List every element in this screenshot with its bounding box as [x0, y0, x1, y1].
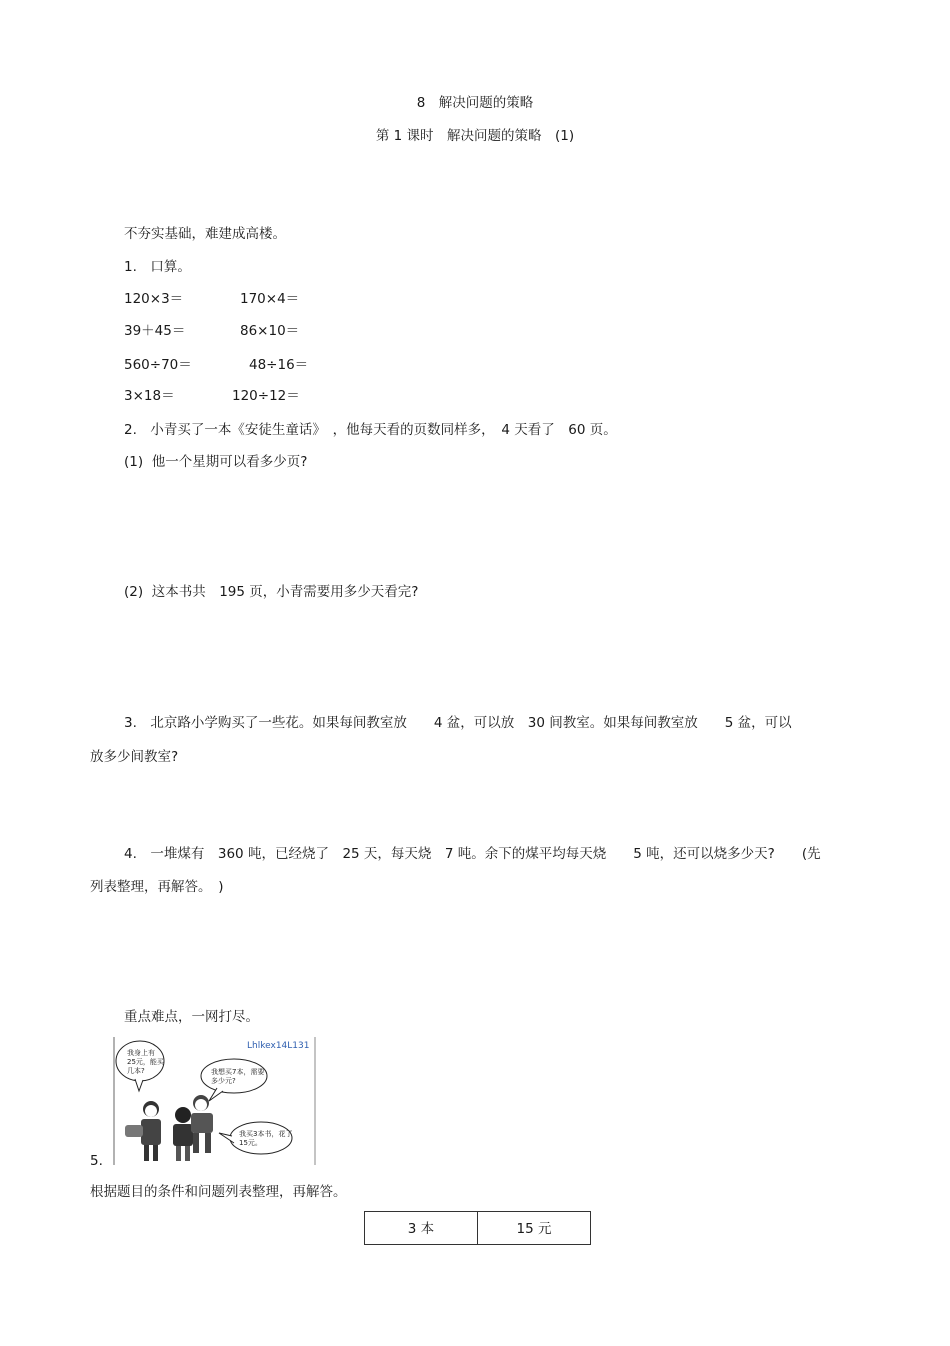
svg-text:我买3本书，花了: 我买3本书，花了 — [239, 1130, 293, 1138]
svg-text:我想买7本，需要: 我想买7本，需要 — [211, 1068, 265, 1076]
q2-sub1: (1) 他一个星期可以看多少页? — [124, 454, 308, 470]
q2-sub2: (2) 这本书共 195 页，小青需要用多少天看完? — [124, 584, 419, 600]
chapter-title: 8 解决问题的策略 — [416, 95, 534, 111]
picture-watermark: Lhlkex14L131 — [247, 1041, 310, 1051]
table-row — [365, 1212, 591, 1245]
answer-table — [364, 1211, 591, 1245]
q4-line2: 列表整理，再解答。 ) — [90, 879, 224, 895]
q3-line2: 放多少间教室? — [90, 749, 179, 765]
svg-text:25元，能买: 25元，能买 — [127, 1058, 164, 1066]
q5-illustration — [113, 1037, 316, 1165]
svg-text:几本?: 几本? — [127, 1067, 145, 1075]
q5-number: 5. — [90, 1153, 103, 1169]
section-key: 重点难点，一网打尽。 — [124, 1009, 259, 1025]
q2-stem: 2. 小青买了一本《安徒生童话》 ，他每天看的页数同样多， 4 天看了 60 页。 — [124, 422, 617, 438]
q1-row1-a: 120×3＝ — [124, 291, 184, 307]
q1-row3-b: 48÷16＝ — [249, 357, 309, 373]
q1-row1-b: 170×4＝ — [240, 291, 300, 307]
svg-text:15元。: 15元。 — [239, 1139, 262, 1147]
q1-title: 1. 口算。 — [124, 259, 191, 275]
svg-text:多少元?: 多少元? — [211, 1077, 236, 1085]
children-illustration — [113, 1037, 316, 1165]
q3-line1: 3. 北京路小学购买了一些花。如果每间教室放 4 盆，可以放 30 间教室。如果每间教室放 5 盆，可以 — [124, 715, 792, 731]
q1-row3-a: 560÷70＝ — [124, 357, 192, 373]
q1-row2-b: 86×10＝ — [240, 323, 300, 339]
q4-line1: 4. 一堆煤有 360 吨，已经烧了 25 天，每天烧 7 吨。余下的煤平均每天烧 5 吨，还可以烧多少天? (先 — [124, 846, 821, 862]
lesson-title: 第 1 课时 解决问题的策略 (1) — [375, 128, 575, 144]
table-cell-books: 3 本 — [365, 1212, 478, 1245]
q1-row4-a: 3×18＝ — [124, 388, 175, 404]
q5-instruction: 根据题目的条件和问题列表整理，再解答。 — [90, 1184, 347, 1200]
q1-row2-a: 39＋45＝ — [124, 323, 186, 339]
q1-row4-b: 120÷12＝ — [232, 388, 300, 404]
section-basics: 不夯实基础，难建成高楼。 — [124, 226, 286, 242]
table-cell-price: 15 元 — [478, 1212, 591, 1245]
svg-text:我身上有: 我身上有 — [127, 1049, 155, 1057]
